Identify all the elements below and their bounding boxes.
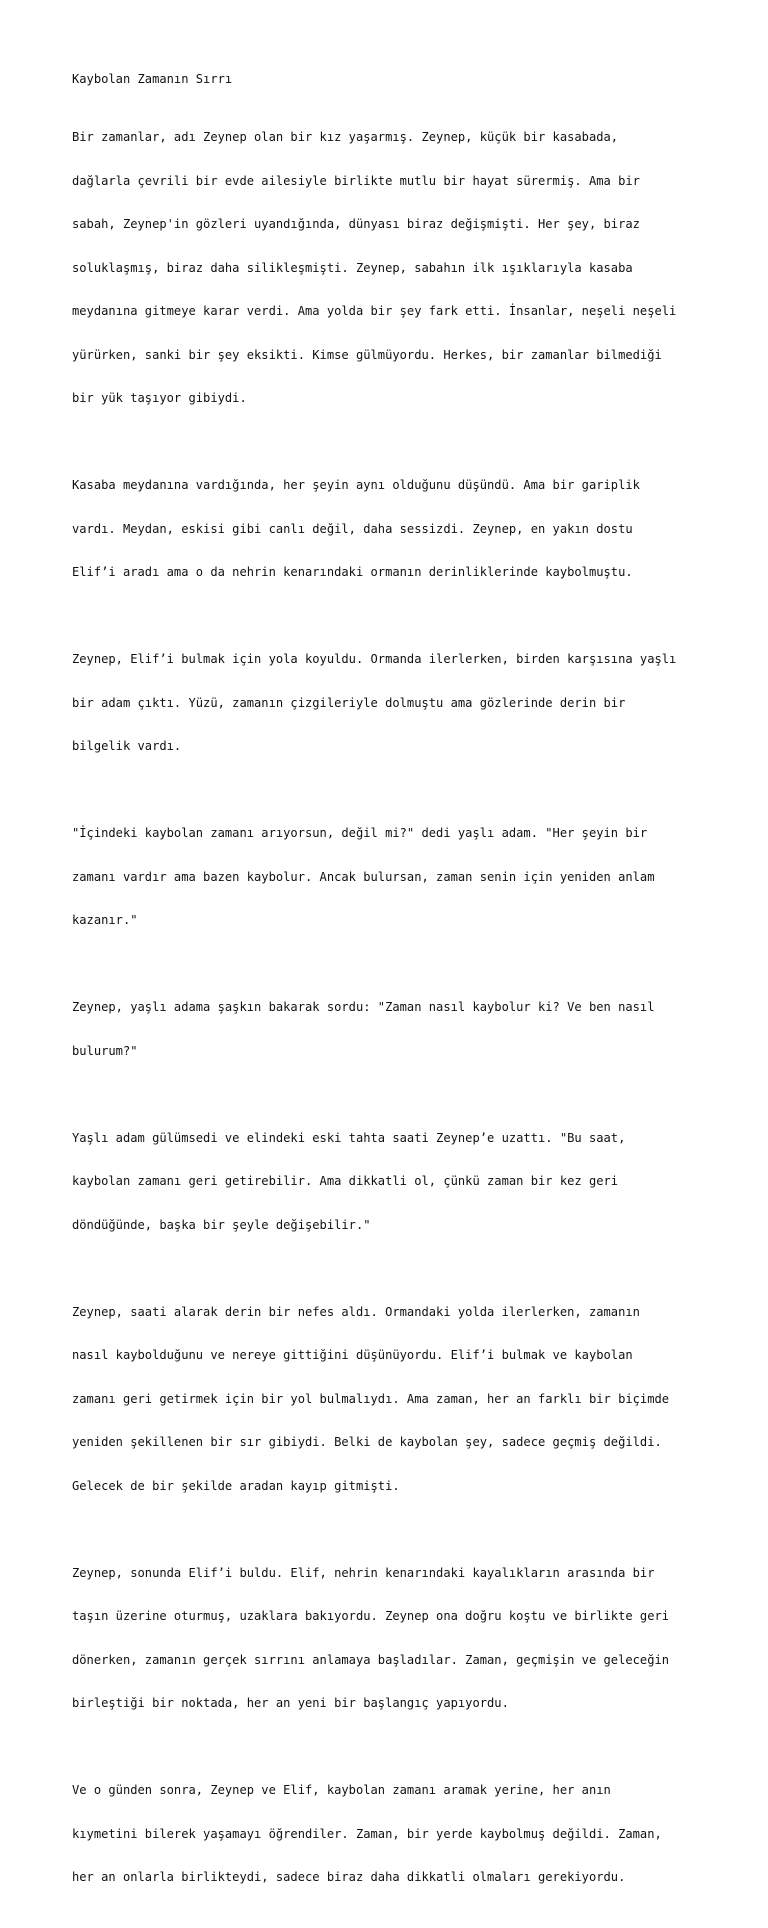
text-line: bir adam çıktı. Yüzü, zamanın çizgileriyle dolmuştu ama gözlerinde derin bir: [72, 695, 626, 710]
text-line: yeniden şekillenen bir sır gibiydi. Belki de kaybolan şey, sadece geçmiş değildi.: [72, 1435, 662, 1449]
text-line: Zeynep, Elif’i bulmak için yola koyuldu. Ormanda ilerlerken, birden karşısına yaşlı: [72, 652, 677, 666]
paragraph: [72, 1754, 712, 1914]
document-title: Kaybolan Zamanın Sırrı: [72, 72, 233, 86]
text-line: soluklaşmış, biraz daha silikleşmişti. Zeynep, sabahın ilk ışıklarıyla kasaba: [72, 260, 633, 275]
text-line: "İçindeki kaybolan zamanı arıyorsun, değil mi?" dedi yaşlı adam. "Her şeyin bir: [72, 826, 648, 840]
text-line: her an onlarla birlikteydi, sadece biraz daha dikkatli olmaları gerekiyordu.: [72, 1870, 626, 1884]
text-line: Zeynep, yaşlı adama şaşkın bakarak sordu: "Zaman nasıl kaybolur ki? Ve ben nasıl: [72, 1000, 655, 1014]
paragraph: [72, 971, 712, 1087]
text-line: zamanı geri getirmek için bir yol bulmalıydı. Ama zaman, her an farklı bir biçimde: [72, 1391, 670, 1406]
text-line: Bir zamanlar, adı Zeynep olan bir kız yaşarmış. Zeynep, küçük bir kasabada,: [72, 130, 619, 144]
text-line: vardı. Meydan, eskisi gibi canlı değil, daha sessizdi. Zeynep, en yakın dostu: [72, 521, 633, 536]
text-line: dönerken, zamanın gerçek sırrını anlamaya başladılar. Zaman, geçmişin ve geleceğin: [72, 1652, 670, 1667]
text-line: bulurum?": [72, 1043, 138, 1058]
text-line: Kasaba meydanına vardığında, her şeyin aynı olduğunu düşündü. Ama bir gariplik: [72, 478, 640, 492]
paragraph: [72, 623, 712, 783]
paragraph: [72, 1537, 712, 1740]
text-line: birleştiği bir noktada, her an yeni bir başlangıç yapıyordu.: [72, 1696, 509, 1710]
text-line: bilgelik vardı.: [72, 739, 182, 753]
text-line: zamanı vardır ama bazen kaybolur. Ancak bulursan, zaman senin için yeniden anlam: [72, 869, 655, 884]
text-line: Zeynep, saati alarak derin bir nefes aldı. Ormandaki yolda ilerlerken, zamanın: [72, 1304, 640, 1319]
text-line: nasıl kaybolduğunu ve nereye gittiğini düşünüyordu. Elif’i bulmak ve kaybolan: [72, 1348, 633, 1362]
document-page: [72, 72, 712, 1928]
text-line: meydanına gitmeye karar verdi. Ama yolda bir şey fark etti. İnsanlar, neşeli neşeli: [72, 304, 677, 318]
text-line: taşın üzerine oturmuş, uzaklara bakıyordu. Zeynep ona doğru koştu ve birlikte geri: [72, 1609, 670, 1623]
text-line: kıymetini bilerek yaşamayı öğrendiler. Zaman, bir yerde kaybolmuş değildi. Zaman,: [72, 1826, 662, 1841]
text-line: Gelecek de bir şekilde aradan kayıp gitmişti.: [72, 1478, 400, 1493]
text-line: Yaşlı adam gülümsedi ve elindeki eski tahta saati Zeynep’e uzattı. "Bu saat,: [72, 1130, 626, 1145]
text-line: Ve o günden sonra, Zeynep ve Elif, kaybolan zamanı aramak yerine, her anın: [72, 1783, 611, 1797]
text-line: Zeynep, sonunda Elif’i buldu. Elif, nehrin kenarındaki kayalıkların arasında bir: [72, 1565, 655, 1580]
paragraph: [72, 797, 712, 957]
paragraph: [72, 449, 712, 609]
text-line: dağlarla çevrili bir evde ailesiyle birlikte mutlu bir hayat sürermiş. Ama bir: [72, 173, 640, 188]
paragraph: [72, 1276, 712, 1523]
text-line: kaybolan zamanı geri getirebilir. Ama dikkatli ol, çünkü zaman bir kez geri: [72, 1174, 619, 1188]
text-line: döndüğünde, başka bir şeyle değişebilir.": [72, 1217, 371, 1232]
text-line: Elif’i aradı ama o da nehrin kenarındaki ormanın derinliklerinde kaybolmuştu.: [72, 565, 633, 579]
paragraph: [72, 1102, 712, 1262]
text-line: bir yük taşıyor gibiydi.: [72, 391, 247, 405]
paragraph: [72, 101, 712, 435]
text-line: yürürken, sanki bir şey eksikti. Kimse gülmüyordu. Herkes, bir zamanlar bilmediği: [72, 347, 662, 362]
text-line: sabah, Zeynep'in gözleri uyandığında, dünyası biraz değişmişti. Her şey, biraz: [72, 217, 640, 231]
text-line: kazanır.": [72, 913, 138, 927]
